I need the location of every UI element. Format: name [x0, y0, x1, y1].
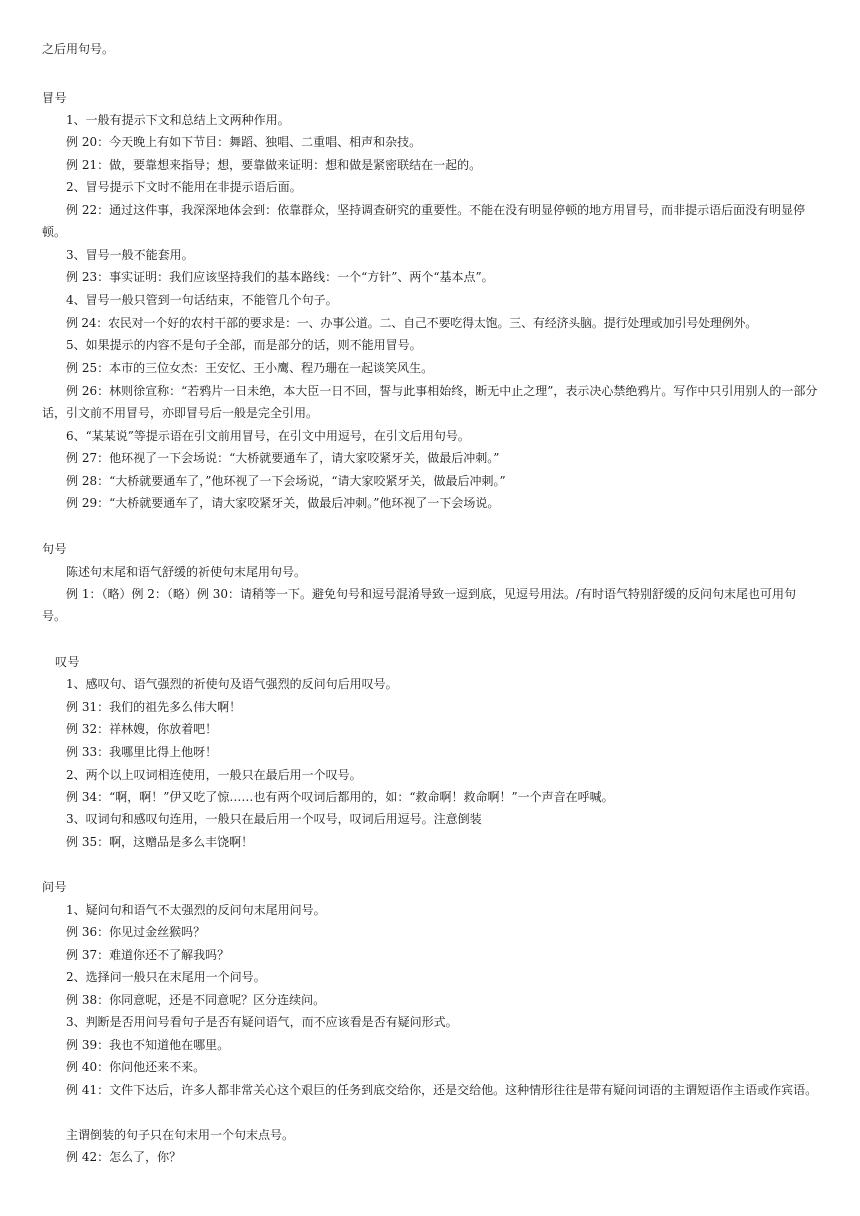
paragraph: 3、叹词句和感叹句连用，一般只在最后用一个叹号，叹词后用逗号。注意倒装 — [66, 812, 482, 826]
paragraph: 例 23：事实证明：我们应该坚持我们的基本路线：一个“方针”、两个“基本点”。 — [66, 270, 494, 284]
section-heading-question: 问号 — [42, 880, 68, 894]
paragraph: 例 26：林则徐宣称：“若鸦片一日未绝，本大臣一日不回，誓与此事相始终，断无中止之理”，表示决心禁绝鸦片。写作中只引用别人的一部分话，引文前不用冒号，亦即冒号后一般是完全引用。 — [42, 384, 818, 420]
paragraph: 2、冒号提示下文时不能用在非提示语后面。 — [66, 180, 302, 194]
paragraph: 1、疑问句和语气不太强烈的反问句末尾用问号。 — [66, 903, 326, 917]
paragraph: 2、选择问一般只在末尾用一个问号。 — [66, 970, 266, 984]
section-heading-exclamation: 叹号 — [55, 655, 81, 669]
paragraph: 例 1：（略）例 2：（略）例 30：请稍等一下。避免句号和逗号混淆导致一逗到底，见逗号用法。/有时语气特别舒缓的反问句末尾也可用句号。 — [42, 587, 797, 623]
paragraph: 陈述句末尾和语气舒缓的祈使句末尾用句号。 — [66, 565, 307, 579]
paragraph: 例 22：通过这件事，我深深地体会到：依靠群众，坚持调查研究的重要性。不能在没有明显停顿的地方用冒号，而非提示语后面没有明显停顿。 — [42, 203, 806, 239]
section-heading-period: 句号 — [42, 542, 68, 556]
paragraph: 2、两个以上叹词相连使用，一般只在最后用一个叹号。 — [66, 768, 362, 782]
paragraph: 4、冒号一般只管到一句话结束，不能管几个句子。 — [66, 293, 338, 307]
paragraph: 例 21：做，要靠想来指导；想，要靠做来证明：想和做是紧密联结在一起的。 — [66, 158, 482, 172]
paragraph: 例 36：你见过金丝猴吗？ — [66, 925, 206, 939]
paragraph: 主谓倒装的句子只在句末用一个句末点号。 — [66, 1128, 295, 1142]
paragraph: 3、冒号一般不能套用。 — [66, 248, 194, 262]
paragraph: 1、一般有提示下文和总结上文两种作用。 — [66, 113, 290, 127]
paragraph: 例 33：我哪里比得上他呀！ — [66, 745, 218, 759]
paragraph: 例 28：“大桥就要通车了，”他环视了一下会场说，“请大家咬紧牙关，做最后冲刺。” — [66, 474, 506, 488]
paragraph: 例 24：农民对一个好的农村干部的要求是：一、办事公道。二、自己不要吃得太饱。三、有经济头脑。提行处理或加引号处理例外。 — [66, 316, 758, 330]
intro-line: 之后用句号。 — [42, 42, 115, 56]
paragraph: 5、如果提示的内容不是句子全部，而是部分的话，则不能用冒号。 — [66, 338, 422, 352]
paragraph: 例 27：他环视了一下会场说：“大桥就要通车了，请大家咬紧牙关，做最后冲刺。” — [66, 451, 500, 465]
paragraph: 例 35：啊，这赠品是多么丰饶啊！ — [66, 835, 254, 849]
paragraph: 例 42：怎么了，你？ — [66, 1150, 182, 1164]
paragraph: 例 34：“啊，啊！”伊又吃了惊……也有两个叹词后都用的，如：“救命啊！救命啊！”一个声音在呼喊。 — [66, 790, 614, 804]
paragraph: 6、“某某说”等提示语在引文前用冒号，在引文中用逗号，在引文后用句号。 — [66, 429, 470, 443]
paragraph: 3、判断是否用问号看句子是否有疑问语气，而不应该看是否有疑问形式。 — [66, 1015, 458, 1029]
paragraph: 例 31：我们的祖先多么伟大啊！ — [66, 700, 242, 714]
paragraph: 例 25：本市的三位女杰：王安忆、王小鹰、程乃珊在一起谈笑风生。 — [66, 361, 434, 375]
paragraph: 例 29：“大桥就要通车了，请大家咬紧牙关，做最后冲刺。”他环视了一下会场说。 — [66, 496, 500, 510]
paragraph: 例 32：祥林嫂，你放着吧！ — [66, 722, 218, 736]
paragraph: 例 37：难道你还不了解我吗？ — [66, 948, 230, 962]
paragraph: 例 38：你同意呢，还是不同意呢？区分连续问。 — [66, 993, 326, 1007]
paragraph: 1、感叹句、语气强烈的祈使句及语气强烈的反问句后用叹号。 — [66, 677, 398, 691]
paragraph: 例 20：今天晚上有如下节目：舞蹈、独唱、二重唱、相声和杂技。 — [66, 135, 422, 149]
paragraph: 例 40：你问他还来不来。 — [66, 1060, 206, 1074]
paragraph: 例 39：我也不知道他在哪里。 — [66, 1038, 230, 1052]
paragraph: 例 41：文件下达后，许多人都非常关心这个艰巨的任务到底交给你，还是交给他。这种情形往往是带有疑问词语的主谓短语作主语或作宾语。 — [66, 1083, 818, 1097]
section-heading-colon: 冒号 — [42, 91, 68, 105]
